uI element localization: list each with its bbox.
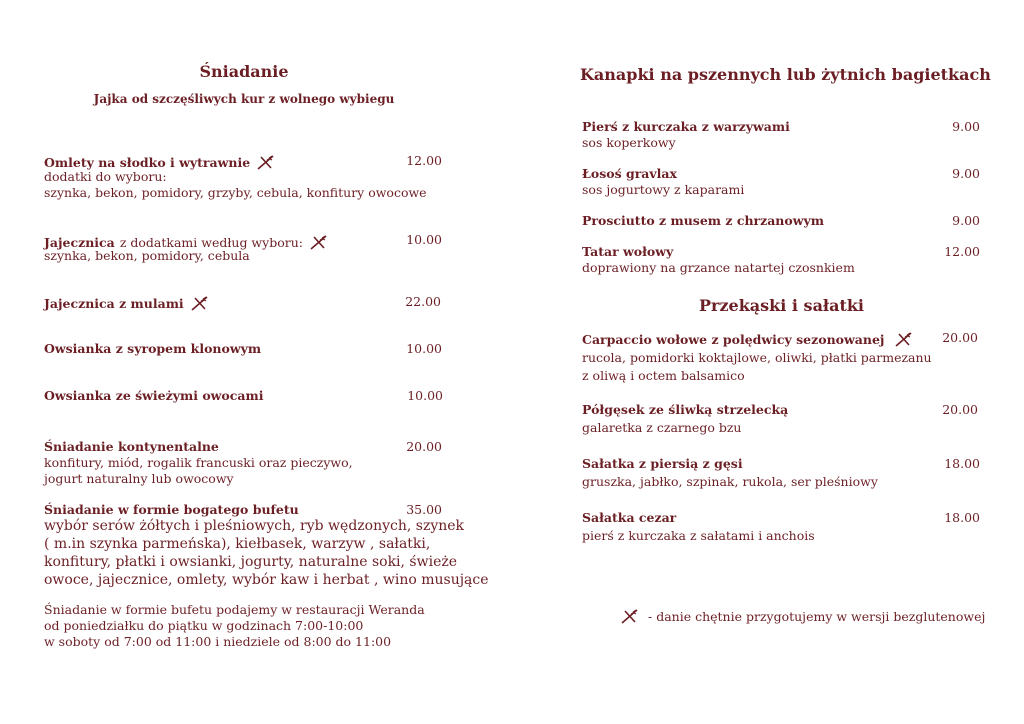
item-price: 22.00 bbox=[405, 294, 441, 309]
item-price: 20.00 bbox=[942, 402, 978, 417]
item-name: Łosoś gravlax bbox=[582, 166, 677, 181]
item-name: Owsianka z syropem klonowym bbox=[44, 341, 262, 356]
item-name: Jajecznica z mulami bbox=[44, 296, 184, 311]
item-price: 20.00 bbox=[406, 439, 442, 454]
gluten-free-icon bbox=[309, 233, 329, 251]
item-price: 12.00 bbox=[944, 244, 980, 259]
sandwiches-title: Kanapki na pszennych lub żytnich bagietkach bbox=[580, 65, 991, 84]
item-name: Owsianka ze świeżymi owocami bbox=[44, 388, 264, 403]
item-name: Półgęsek ze śliwką strzelecką bbox=[582, 402, 789, 417]
item-description: galaretka z czarnego bzu bbox=[582, 420, 742, 435]
item-name: Tatar wołowy bbox=[582, 244, 674, 259]
item-name: Śniadanie kontynentalne bbox=[44, 439, 219, 454]
item-description: wybór serów żółtych i pleśniowych, ryb wędzonych, szynek ( m.in szynka parmeńska), kiełbasek, warzyw , sałatki, konfitury, płatki i owsianki, jogurty, naturalne soki, świeże owoce, jajecznice, omlety, wybór kaw i herbat , wino musujące bbox=[44, 518, 489, 588]
item-description: rucola, pomidorki koktajlowe, oliwki, płatki parmezanu z oliwą i octem balsamico bbox=[582, 350, 932, 383]
gluten-free-icon bbox=[190, 294, 210, 312]
breakfast-subtitle: Jajka od szczęśliwych kur z wolnego wybiegu bbox=[93, 92, 395, 106]
item-description: gruszka, jabłko, szpinak, rukola, ser pleśniowy bbox=[582, 474, 878, 489]
item-price: 9.00 bbox=[952, 119, 980, 134]
item-description: pierś z kurczaka z sałatami i anchois bbox=[582, 528, 815, 543]
item-price: 20.00 bbox=[942, 330, 978, 345]
item-name: Śniadanie w formie bogatego bufetu bbox=[44, 502, 299, 517]
item-price: 12.00 bbox=[406, 153, 442, 168]
gluten-free-legend bbox=[620, 607, 985, 625]
item-price: 9.00 bbox=[952, 213, 980, 228]
gluten-free-icon bbox=[620, 607, 640, 625]
starters-title: Przekąski i sałatki bbox=[698, 296, 865, 315]
item-description: szynka, bekon, pomidory, cebula bbox=[44, 248, 250, 263]
item-price: 10.00 bbox=[406, 232, 442, 247]
item-name: Omlety na słodko i wytrawnie bbox=[44, 155, 251, 170]
item-description: sos jogurtowy z kaparami bbox=[582, 182, 745, 197]
item-price: 10.00 bbox=[406, 341, 442, 356]
item-description: sos koperkowy bbox=[582, 135, 676, 150]
legend-text: - danie chętnie przygotujemy w wersji bezglutenowej bbox=[648, 609, 986, 624]
item-name: Prosciutto z musem z chrzanowym bbox=[582, 213, 824, 228]
item-description: konfitury, miód, rogalik francuski oraz pieczywo, jogurt naturalny lub owocowy bbox=[44, 455, 353, 486]
breakfast-title: Śniadanie bbox=[199, 62, 289, 81]
item-name: Carpaccio wołowe z polędwicy sezonowanej bbox=[582, 332, 885, 347]
menu-item-eggs-mussels bbox=[44, 294, 210, 312]
item-price: 18.00 bbox=[944, 456, 980, 471]
item-description: doprawiony na grzance natartej czosnkiem bbox=[582, 260, 855, 275]
item-price: 35.00 bbox=[406, 502, 442, 517]
item-description: dodatki do wyboru: szynka, bekon, pomidory, grzyby, cebula, konfitury owocowe bbox=[44, 169, 427, 200]
item-name: Pierś z kurczaka z warzywami bbox=[582, 119, 790, 134]
item-name: Sałatka cezar bbox=[582, 510, 677, 525]
item-name: Sałatka z piersią z gęsi bbox=[582, 456, 743, 471]
item-name: Jajecznica bbox=[44, 235, 115, 250]
item-price: 9.00 bbox=[952, 166, 980, 181]
menu-item-carpaccio bbox=[582, 330, 914, 348]
item-price: 10.00 bbox=[407, 388, 443, 403]
item-price: 18.00 bbox=[944, 510, 980, 525]
buffet-note: Śniadanie w formie bufetu podajemy w restauracji Weranda od poniedziałku do piątku w godzinach 7:00-10:00 w soboty od 7:00 od 11:00 i niedziele od 8:00 do 11:00 bbox=[44, 602, 425, 649]
gluten-free-icon bbox=[894, 330, 914, 348]
item-name-suffix: z dodatkami według wyboru: bbox=[119, 235, 303, 250]
